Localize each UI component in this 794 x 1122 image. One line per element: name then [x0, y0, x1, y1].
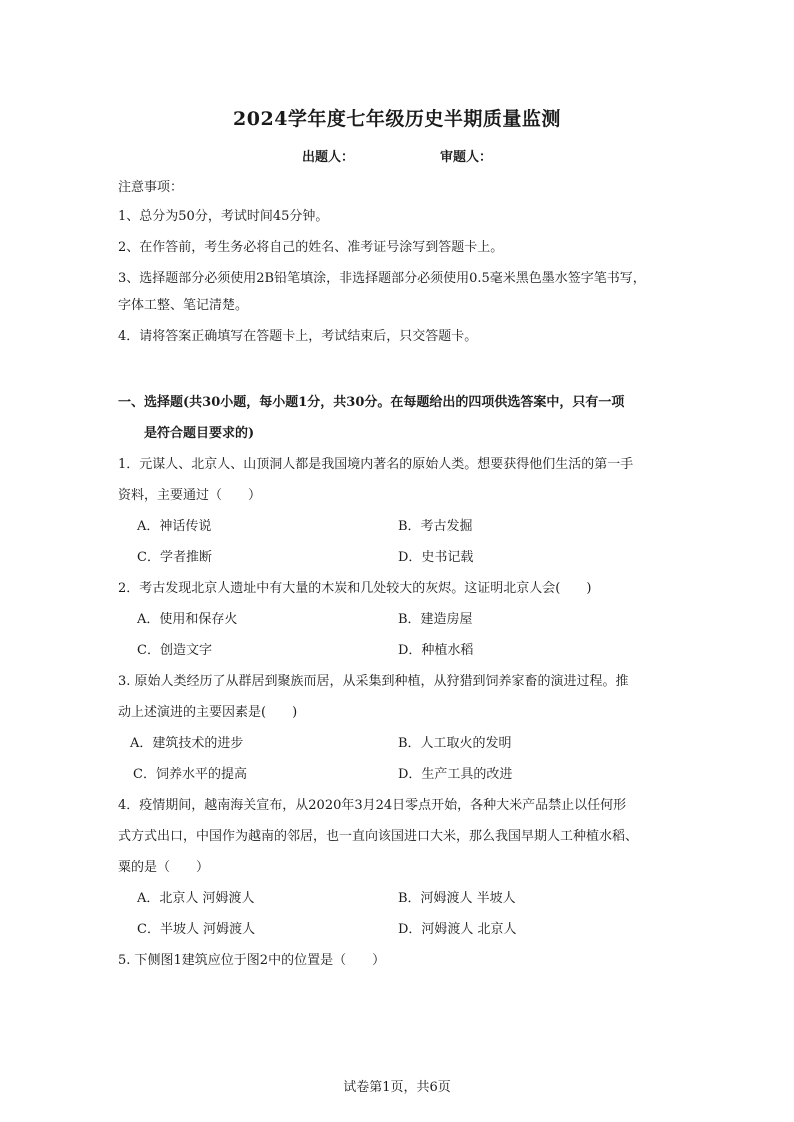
section-heading: 一、选择题(共30小题，每小题1分，共30分。在每题给出的四项供选答案中，只有一项 [118, 395, 625, 410]
page-footer: 试卷第1页，共6页 [343, 1080, 451, 1095]
note-item: 4．请将答案正确填写在答题卡上，考试结束后，只交答题卡。 [118, 329, 478, 344]
question-3-option-a: A．建筑技术的进步 [130, 736, 244, 751]
question-3-line-2: 动上述演进的主要因素是( ) [118, 705, 298, 720]
question-3-option-d: D．生产工具的改进 [398, 767, 513, 782]
note-item: 1、总分为50分，考试时间45分钟。 [118, 209, 329, 224]
question-2-option-b: B．建造房屋 [398, 612, 473, 627]
question-4-option-a: A．北京人 河姆渡人 [137, 891, 255, 906]
question-1-option-d: D．史书记载 [398, 550, 474, 565]
question-3-option-c: C．饲养水平的提高 [133, 767, 247, 782]
question-3-option-b: B．人工取火的发明 [398, 736, 512, 751]
question-4-option-c: C．半坡人 河姆渡人 [137, 922, 256, 937]
reviewer-label: 审题人： [440, 150, 493, 165]
question-1-option-c: C．学者推断 [137, 550, 212, 565]
question-3-line-1: 3. 原始人类经历了从群居到聚族而居，从采集到种植，从狩猎到饲养家畜的演进过程。推 [118, 674, 629, 689]
question-2-option-c: C．创造文字 [137, 643, 212, 658]
question-1-option-a: A．神话传说 [137, 519, 212, 534]
question-4-option-d: D．河姆渡人 北京人 [398, 922, 517, 937]
setter-label: 出题人： [301, 150, 354, 165]
question-4-line-3: 粟的是（ ） [118, 860, 210, 875]
question-4-option-b: B．河姆渡人 半坡人 [398, 891, 516, 906]
question-1-line-2: 资料，主要通过（ ） [118, 488, 262, 503]
setter-reviewer-line [0, 146, 794, 165]
note-item: 3、选择题部分必须使用2B铅笔填涂，非选择题部分必须使用0.5毫米黑色墨水签字笔书写， [118, 271, 646, 286]
notes-heading: 注意事项： [118, 180, 184, 195]
question-2-line-1: 2．考古发现北京人遗址中有大量的木炭和几处较大的灰烬。这证明北京人会( ) [118, 581, 592, 596]
question-2-option-d: D．种植水稻 [398, 643, 474, 658]
question-4-line-1: 4．疫情期间，越南海关宣布，从2020年3月24日零点开始，各种大米产品禁止以任何形 [118, 798, 627, 813]
question-1-option-b: B．考古发掘 [398, 519, 473, 534]
exam-title: 2024学年度七年级历史半期质量监测 [233, 108, 561, 130]
question-4-line-2: 式方式出口，中国作为越南的邻居，也一直向该国进口大米，那么我国早期人工种植水稻、 [118, 829, 639, 844]
question-2-option-a: A．使用和保存火 [137, 612, 238, 627]
question-5-line-1: 5. 下侧图1建筑应位于图2中的位置是（ ） [118, 953, 386, 968]
note-item-continued: 字体工整、笔记清楚。 [118, 298, 249, 313]
note-item: 2、在作答前，考生务必将自己的姓名、准考证号涂写到答题卡上。 [118, 240, 504, 255]
question-1-line-1: 1．元谋人、北京人、山顶洞人都是我国境内著名的原始人类。想要获得他们生活的第一手 [118, 457, 634, 472]
section-heading-continued: 是符合题目要求的) [144, 426, 255, 441]
